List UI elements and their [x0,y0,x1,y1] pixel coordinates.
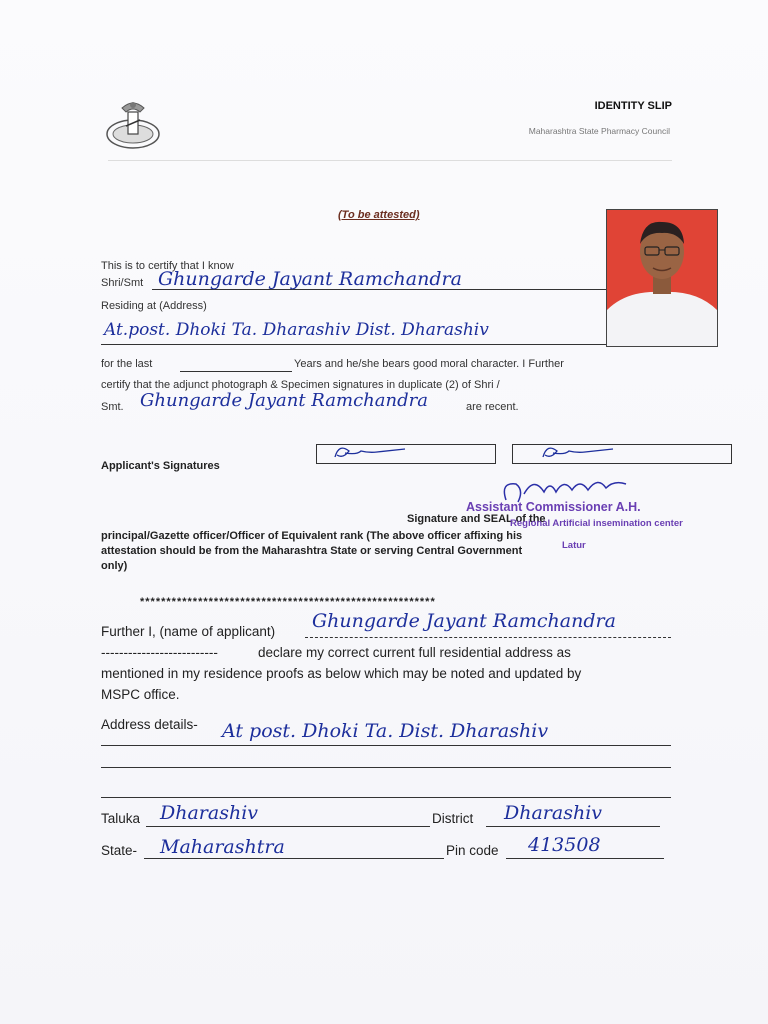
council-emblem-icon [104,96,162,154]
applicant-name-handwritten: Ghungarde Jayant Ramchandra [158,268,462,290]
for-last-label: for the last [101,358,153,370]
declare-dashes: -------------------------- [101,645,218,660]
signature-box-1 [316,444,496,464]
are-recent-text: are recent. [466,401,519,413]
signature-2-icon [513,445,731,463]
stamp-line-3: Latur [562,540,586,551]
declare-line-3: mentioned in my residence proofs as below which may be noted and updated by [101,666,582,681]
years-text: Years and he/she bears good moral character. I Further [294,358,564,370]
address-handwritten: At.post. Dhoki Ta. Dharashiv Dist. Dharashiv [104,320,489,340]
applicant-name-2-handwritten: Ghungarde Jayant Ramchandra [140,390,428,411]
state-line [144,858,444,859]
address-line [101,344,606,345]
signature-1-icon [317,445,495,463]
signature-seal-label: Signature and SEAL of the [407,513,546,525]
address-line-3 [101,797,671,798]
years-line [180,371,292,372]
address-details-handwritten: At post. Dhoki Ta. Dist. Dharashiv [222,720,549,742]
principal-text-1: principal/Gazette officer/Officer of Equivalent rank (The above officer affixing his [101,530,523,542]
council-name: Maharashtra State Pharmacy Council [528,126,670,136]
principal-text-3: only) [101,560,128,572]
person-photo-icon [607,210,717,346]
taluka-label: Taluka [101,811,141,826]
applicant-name-line [305,637,671,638]
district-line [486,826,660,827]
further-label: Further I, (name of applicant) [101,624,276,639]
district-handwritten: Dharashiv [504,802,603,824]
declare-text: declare my correct current full residential address as [258,645,571,660]
address-line-2 [101,767,671,768]
certify-line-2: certify that the adjunct photograph & Specimen signatures in duplicate (2) of Shri / [101,379,500,391]
applicant-photo [606,209,718,347]
pincode-handwritten: 413508 [528,834,601,856]
header-divider [108,160,672,161]
address-details-label: Address details- [101,717,198,732]
separator-stars: ******************************************************** [140,596,436,608]
stamp-line-2: Regional Artificial insemination center [510,518,683,529]
shri-label: Shri/Smt [101,277,144,289]
slip-title: IDENTITY SLIP [594,100,672,112]
principal-text-2: attestation should be from the Maharashtra State or serving Central Government [101,545,523,557]
smt-label: Smt. [101,401,124,413]
applicant-signatures-label: Applicant's Signatures [101,460,220,472]
state-label: State- [101,843,138,858]
address-line-1 [101,745,671,746]
district-label: District [432,811,474,826]
certify-intro: This is to certify that I know [101,260,234,272]
signature-box-2 [512,444,732,464]
taluka-handwritten: Dharashiv [160,802,259,824]
residing-label: Residing at (Address) [101,300,207,312]
further-name-handwritten: Ghungarde Jayant Ramchandra [312,610,616,632]
stamp-title: Assistant Commissioner A.H. [466,500,641,514]
attest-note: (To be attested) [338,209,420,221]
state-handwritten: Maharashtra [160,836,285,858]
taluka-line [146,826,430,827]
declare-line-4: MSPC office. [101,687,180,702]
pincode-label: Pin code [446,843,499,858]
pincode-line [506,858,664,859]
